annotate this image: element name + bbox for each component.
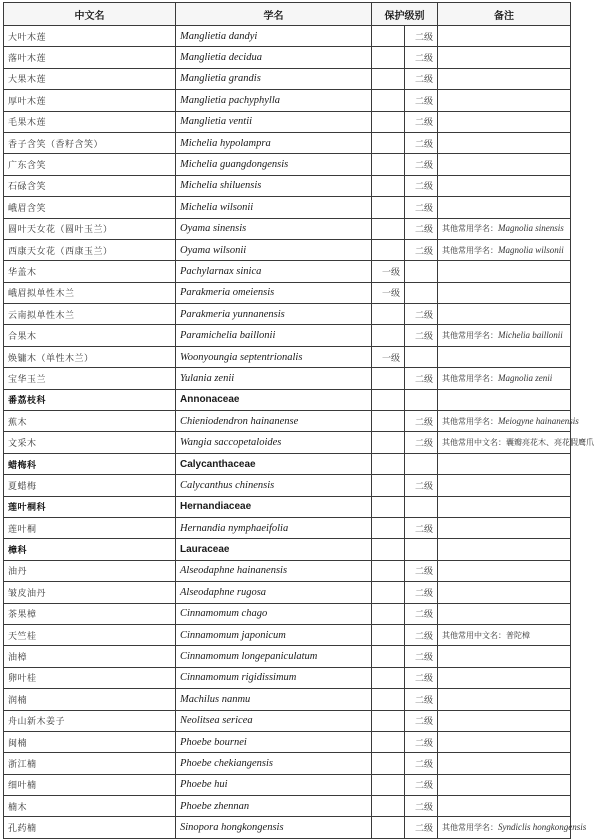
species-scientific-name: Manglietia ventii — [176, 111, 372, 132]
family-scientific-name: Hernandiaceae — [176, 496, 372, 517]
header-protection-level: 保护级别 — [372, 3, 438, 26]
species-chinese-name: 浙江楠 — [4, 753, 176, 774]
header-scientific-name: 学名 — [176, 3, 372, 26]
level-two-cell: 二级 — [405, 68, 438, 89]
species-chinese-name: 润楠 — [4, 689, 176, 710]
species-row — [4, 710, 571, 731]
level-two-cell: 二级 — [405, 47, 438, 68]
species-scientific-name: Alseodaphne rugosa — [176, 582, 372, 603]
species-row — [4, 646, 571, 667]
species-chinese-name: 广东含笑 — [4, 154, 176, 175]
species-row — [4, 261, 571, 282]
remark-scientific-name: Magnolia sinensis — [498, 223, 564, 234]
table-header-row — [4, 3, 571, 26]
species-scientific-name: Oyama sinensis — [176, 218, 372, 239]
level-two-cell: 二级 — [405, 603, 438, 624]
species-scientific-name: Machilus nanmu — [176, 689, 372, 710]
family-scientific-name: Calycanthaceae — [176, 453, 372, 474]
remark-cell — [438, 475, 571, 496]
species-row — [4, 753, 571, 774]
level-one-cell: 一级 — [372, 282, 405, 303]
remark-cell — [438, 432, 594, 453]
species-scientific-name: Parakmeria omeiensis — [176, 282, 372, 303]
species-scientific-name: Phoebe chekiangensis — [176, 753, 372, 774]
species-chinese-name: 毛果木莲 — [4, 111, 176, 132]
level-one-cell — [372, 731, 405, 752]
species-chinese-name: 油樟 — [4, 646, 176, 667]
remark-cell — [438, 197, 571, 218]
remark-cell — [438, 304, 571, 325]
remark-cell — [438, 539, 571, 560]
level-two-cell — [405, 282, 438, 303]
species-scientific-name: Oyama wilsonii — [176, 239, 372, 260]
level-one-cell — [372, 774, 405, 795]
remark-cell — [438, 817, 587, 838]
remark-cell — [438, 261, 571, 282]
family-scientific-name: Lauraceae — [176, 539, 372, 560]
level-two-cell: 二级 — [405, 197, 438, 218]
level-one-cell — [372, 218, 405, 239]
species-chinese-name: 茶果樟 — [4, 603, 176, 624]
level-two-cell: 二级 — [405, 753, 438, 774]
species-scientific-name: Cinnamomum japonicum — [176, 624, 372, 645]
species-row — [4, 282, 571, 303]
family-chinese-name: 番荔枝科 — [4, 389, 176, 410]
species-row — [4, 68, 571, 89]
remark-text: 其他常用学名： — [442, 331, 498, 341]
level-one-cell — [372, 368, 405, 389]
species-row — [4, 346, 571, 367]
species-row — [4, 667, 571, 688]
level-one-cell — [372, 710, 405, 731]
species-chinese-name: 厚叶木莲 — [4, 90, 176, 111]
species-chinese-name: 焕镛木（单性木兰） — [4, 346, 176, 367]
species-scientific-name: Cinnamomum longepaniculatum — [176, 646, 372, 667]
species-chinese-name: 莲叶桐 — [4, 517, 176, 538]
remark-cell — [438, 26, 571, 47]
level-two-cell — [405, 453, 438, 474]
level-one-cell — [372, 496, 405, 517]
level-two-cell — [405, 346, 438, 367]
level-one-cell — [372, 389, 405, 410]
level-one-cell — [372, 689, 405, 710]
species-row — [4, 239, 571, 260]
remark-text: 其他常用学名： — [442, 224, 498, 234]
remark-cell — [438, 496, 571, 517]
remark-cell — [438, 47, 571, 68]
species-scientific-name: Calycanthus chinensis — [176, 475, 372, 496]
species-row — [4, 304, 571, 325]
remark-text: 其他常用学名： — [442, 823, 498, 833]
level-two-cell: 二级 — [405, 796, 438, 817]
level-two-cell: 二级 — [405, 132, 438, 153]
species-scientific-name: Pachylarnax sinica — [176, 261, 372, 282]
species-chinese-name: 宝华玉兰 — [4, 368, 176, 389]
family-chinese-name: 莲叶桐科 — [4, 496, 176, 517]
species-scientific-name: Hernandia nymphaeifolia — [176, 517, 372, 538]
species-row — [4, 731, 571, 752]
level-one-cell — [372, 432, 405, 453]
level-one-cell — [372, 796, 405, 817]
species-scientific-name: Cinnamomum chago — [176, 603, 372, 624]
species-row — [4, 411, 571, 432]
level-one-cell — [372, 47, 405, 68]
species-chinese-name: 卵叶桂 — [4, 667, 176, 688]
remark-cell — [438, 517, 571, 538]
species-row — [4, 218, 571, 239]
level-two-cell: 二级 — [405, 411, 438, 432]
level-two-cell — [405, 389, 438, 410]
level-one-cell — [372, 325, 405, 346]
species-row — [4, 582, 571, 603]
level-one-cell: 一级 — [372, 346, 405, 367]
species-scientific-name: Sinopora hongkongensis — [176, 817, 372, 838]
species-row — [4, 603, 571, 624]
remark-text: 其他常用学名： — [442, 373, 498, 383]
species-row — [4, 796, 571, 817]
species-row — [4, 774, 571, 795]
species-scientific-name: Manglietia dandyi — [176, 26, 372, 47]
protected-species-table — [3, 2, 594, 839]
remark-cell — [438, 389, 571, 410]
remark-cell — [438, 325, 571, 346]
species-chinese-name: 蕉木 — [4, 411, 176, 432]
level-one-cell — [372, 646, 405, 667]
species-scientific-name: Alseodaphne hainanensis — [176, 560, 372, 581]
level-two-cell: 二级 — [405, 560, 438, 581]
level-two-cell: 二级 — [405, 304, 438, 325]
species-row — [4, 90, 571, 111]
level-two-cell — [405, 539, 438, 560]
remark-cell — [438, 90, 571, 111]
species-chinese-name: 天竺桂 — [4, 624, 176, 645]
species-chinese-name: 合果木 — [4, 325, 176, 346]
level-one-cell — [372, 560, 405, 581]
species-chinese-name: 孔药楠 — [4, 817, 176, 838]
remark-cell — [438, 132, 571, 153]
level-two-cell: 二级 — [405, 774, 438, 795]
level-one-cell — [372, 603, 405, 624]
remark-cell — [438, 560, 571, 581]
remark-cell — [438, 689, 571, 710]
species-scientific-name: Michelia shiluensis — [176, 175, 372, 196]
species-chinese-name: 大果木莲 — [4, 68, 176, 89]
level-two-cell: 二级 — [405, 218, 438, 239]
species-row — [4, 817, 571, 838]
remark-cell — [438, 111, 571, 132]
remark-scientific-name: Michelia baillonii — [498, 330, 563, 341]
species-chinese-name: 文采木 — [4, 432, 176, 453]
level-two-cell: 二级 — [405, 175, 438, 196]
species-chinese-name: 峨眉含笑 — [4, 197, 176, 218]
species-chinese-name: 楠木 — [4, 796, 176, 817]
level-two-cell: 二级 — [405, 90, 438, 111]
species-scientific-name: Woonyoungia septentrionalis — [176, 346, 372, 367]
species-row — [4, 624, 571, 645]
level-one-cell — [372, 90, 405, 111]
level-one-cell — [372, 539, 405, 560]
remark-cell — [438, 603, 571, 624]
remark-scientific-name: Meiogyne hainanensis — [498, 415, 579, 426]
family-chinese-name: 樟科 — [4, 539, 176, 560]
remark-cell — [438, 667, 571, 688]
remark-cell — [438, 731, 571, 752]
remark-cell — [438, 796, 571, 817]
remark-scientific-name: Syndiclis hongkongensis — [498, 822, 587, 833]
level-two-cell: 二级 — [405, 646, 438, 667]
level-two-cell: 二级 — [405, 239, 438, 260]
species-chinese-name: 西康天女花（西康玉兰） — [4, 239, 176, 260]
species-chinese-name: 石碌含笑 — [4, 175, 176, 196]
species-row — [4, 175, 571, 196]
level-two-cell: 二级 — [405, 624, 438, 645]
level-one-cell — [372, 304, 405, 325]
species-row — [4, 560, 571, 581]
remark-cell — [438, 154, 571, 175]
level-one-cell — [372, 197, 405, 218]
remark-text: 其他常用中文名：普陀樟 — [442, 630, 530, 640]
species-chinese-name: 皱皮油丹 — [4, 582, 176, 603]
species-chinese-name: 舟山新木姜子 — [4, 710, 176, 731]
species-scientific-name: Michelia hypolampra — [176, 132, 372, 153]
species-scientific-name: Wangia saccopetaloides — [176, 432, 372, 453]
species-row — [4, 132, 571, 153]
level-one-cell — [372, 26, 405, 47]
level-two-cell: 二级 — [405, 517, 438, 538]
remark-scientific-name: Magnolia wilsonii — [498, 244, 564, 255]
level-two-cell: 二级 — [405, 582, 438, 603]
level-one-cell — [372, 624, 405, 645]
family-row — [4, 496, 571, 517]
remark-cell — [438, 368, 571, 389]
level-one-cell — [372, 817, 405, 838]
species-scientific-name: Michelia wilsonii — [176, 197, 372, 218]
species-row — [4, 689, 571, 710]
species-chinese-name: 云南拟单性木兰 — [4, 304, 176, 325]
species-row — [4, 432, 571, 453]
species-row — [4, 368, 571, 389]
species-row — [4, 197, 571, 218]
level-one-cell — [372, 453, 405, 474]
species-row — [4, 26, 571, 47]
remark-text: 其他常用学名： — [442, 245, 498, 255]
species-row — [4, 111, 571, 132]
remark-text: 其他常用中文名：囊瓣亮花木、亮花假鹰爪 — [442, 438, 594, 448]
level-two-cell: 二级 — [405, 667, 438, 688]
species-scientific-name: Manglietia decidua — [176, 47, 372, 68]
level-one-cell — [372, 68, 405, 89]
species-scientific-name: Yulania zenii — [176, 368, 372, 389]
species-row — [4, 154, 571, 175]
level-one-cell — [372, 475, 405, 496]
family-scientific-name: Annonaceae — [176, 389, 372, 410]
level-one-cell — [372, 175, 405, 196]
species-chinese-name: 香子含笑（香籽含笑） — [4, 132, 176, 153]
remark-cell — [438, 68, 571, 89]
family-row — [4, 389, 571, 410]
family-row — [4, 453, 571, 474]
species-chinese-name: 峨眉拟单性木兰 — [4, 282, 176, 303]
remark-cell — [438, 346, 571, 367]
remark-cell — [438, 239, 571, 260]
level-two-cell: 二级 — [405, 368, 438, 389]
species-scientific-name: Michelia guangdongensis — [176, 154, 372, 175]
level-two-cell: 二级 — [405, 26, 438, 47]
family-chinese-name: 蜡梅科 — [4, 453, 176, 474]
level-two-cell — [405, 496, 438, 517]
table-body — [4, 26, 594, 839]
remark-cell — [438, 710, 571, 731]
remark-cell — [438, 175, 571, 196]
species-chinese-name: 圆叶天女花（圆叶玉兰） — [4, 218, 176, 239]
level-two-cell: 二级 — [405, 432, 438, 453]
species-chinese-name: 油丹 — [4, 560, 176, 581]
level-one-cell — [372, 582, 405, 603]
remark-cell — [438, 624, 571, 645]
species-chinese-name: 华盖木 — [4, 261, 176, 282]
species-scientific-name: Phoebe bournei — [176, 731, 372, 752]
species-scientific-name: Manglietia pachyphylla — [176, 90, 372, 111]
level-two-cell: 二级 — [405, 817, 438, 838]
remark-cell — [438, 753, 571, 774]
species-scientific-name: Phoebe hui — [176, 774, 372, 795]
species-scientific-name: Manglietia grandis — [176, 68, 372, 89]
species-scientific-name: Chieniodendron hainanense — [176, 411, 372, 432]
species-scientific-name: Phoebe zhennan — [176, 796, 372, 817]
level-one-cell — [372, 753, 405, 774]
level-one-cell: 一级 — [372, 261, 405, 282]
species-chinese-name: 大叶木莲 — [4, 26, 176, 47]
level-one-cell — [372, 239, 405, 260]
species-row — [4, 47, 571, 68]
remark-scientific-name: Magnolia zenii — [498, 372, 553, 383]
level-two-cell: 二级 — [405, 689, 438, 710]
level-one-cell — [372, 132, 405, 153]
level-one-cell — [372, 111, 405, 132]
species-chinese-name: 细叶楠 — [4, 774, 176, 795]
level-two-cell: 二级 — [405, 111, 438, 132]
species-chinese-name: 夏蜡梅 — [4, 475, 176, 496]
remark-cell — [438, 582, 571, 603]
level-one-cell — [372, 667, 405, 688]
level-one-cell — [372, 154, 405, 175]
remark-cell — [438, 453, 571, 474]
remark-cell — [438, 774, 571, 795]
species-row — [4, 517, 571, 538]
remark-cell — [438, 646, 571, 667]
level-one-cell — [372, 411, 405, 432]
header-remarks: 备注 — [438, 3, 571, 26]
level-two-cell: 二级 — [405, 154, 438, 175]
level-one-cell — [372, 517, 405, 538]
remark-cell — [438, 218, 571, 239]
species-row — [4, 475, 571, 496]
remark-cell — [438, 411, 579, 432]
species-scientific-name: Paramichelia baillonii — [176, 325, 372, 346]
level-two-cell: 二级 — [405, 710, 438, 731]
species-chinese-name: 闽楠 — [4, 731, 176, 752]
species-scientific-name: Parakmeria yunnanensis — [176, 304, 372, 325]
species-chinese-name: 落叶木莲 — [4, 47, 176, 68]
remark-text: 其他常用学名： — [442, 416, 498, 426]
level-two-cell: 二级 — [405, 475, 438, 496]
species-scientific-name: Neolitsea sericea — [176, 710, 372, 731]
level-two-cell — [405, 261, 438, 282]
species-row — [4, 325, 571, 346]
family-row — [4, 539, 571, 560]
level-two-cell: 二级 — [405, 325, 438, 346]
level-two-cell: 二级 — [405, 731, 438, 752]
remark-cell — [438, 282, 571, 303]
species-scientific-name: Cinnamomum rigidissimum — [176, 667, 372, 688]
header-chinese-name: 中文名 — [4, 3, 176, 26]
